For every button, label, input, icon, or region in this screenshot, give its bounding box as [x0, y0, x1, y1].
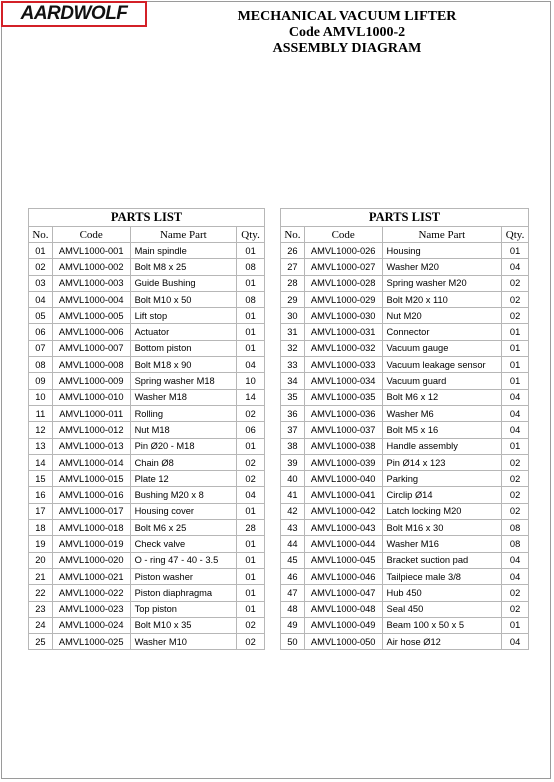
cell-name-part: Latch locking M20	[382, 503, 502, 519]
cell-qty: 01	[237, 503, 265, 519]
cell-name-part: Tailpiece male 3/8	[382, 568, 502, 584]
cell-no: 10	[29, 389, 53, 405]
cell-qty: 04	[502, 405, 529, 421]
table-row	[281, 503, 529, 519]
cell-qty: 01	[237, 585, 265, 601]
cell-name-part: Washer M18	[130, 389, 237, 405]
table-row	[29, 373, 265, 389]
cell-qty: 01	[237, 536, 265, 552]
cell-name-part: Bushing M20 x 8	[130, 487, 237, 503]
table-row	[281, 389, 529, 405]
table-row	[29, 634, 265, 650]
cell-name-part: Vacuum gauge	[382, 340, 502, 356]
cell-qty: 04	[502, 634, 529, 650]
cell-qty: 01	[237, 340, 265, 356]
document-subtitle: ASSEMBLY DIAGRAM	[272, 41, 422, 56]
cell-no: 28	[281, 275, 305, 291]
table-row	[281, 259, 529, 275]
cell-name-part: Bolt M8 x 25	[130, 259, 237, 275]
cell-code: AMVL1000-046	[304, 568, 382, 584]
document-title: MECHANICAL VACUUM LIFTER	[237, 9, 457, 24]
cell-name-part: Bolt M5 x 16	[382, 422, 502, 438]
cell-name-part: Bolt M18 x 90	[130, 357, 237, 373]
cell-code: AMVL1000-044	[304, 536, 382, 552]
cell-no: 05	[29, 308, 53, 324]
cell-code: AMVL1000-043	[304, 520, 382, 536]
cell-name-part: Parking	[382, 471, 502, 487]
cell-no: 14	[29, 454, 53, 470]
cell-no: 31	[281, 324, 305, 340]
cell-name-part: Bolt M6 x 25	[130, 520, 237, 536]
cell-code: AMVL1000-045	[304, 552, 382, 568]
cell-no: 27	[281, 259, 305, 275]
cell-code: AMVL1000-032	[304, 340, 382, 356]
table-row	[281, 340, 529, 356]
aardwolf-logo	[1, 1, 147, 27]
cell-code: AMVL1000-007	[52, 340, 130, 356]
cell-code: AMVL1000-018	[52, 520, 130, 536]
cell-code: AMVL1000-030	[304, 308, 382, 324]
table-row	[281, 373, 529, 389]
cell-code: AMVL1000-008	[52, 357, 130, 373]
cell-name-part: Washer M6	[382, 405, 502, 421]
cell-qty: 02	[502, 487, 529, 503]
cell-name-part: Bolt M10 x 35	[130, 617, 237, 633]
parts-list-title: PARTS LIST	[281, 209, 529, 227]
table-row	[281, 617, 529, 633]
cell-no: 48	[281, 601, 305, 617]
cell-name-part: Plate 12	[130, 471, 237, 487]
cell-qty: 04	[502, 422, 529, 438]
cell-no: 36	[281, 405, 305, 421]
cell-name-part: Air hose Ø12	[382, 634, 502, 650]
cell-qty: 01	[502, 357, 529, 373]
cell-code: AMVL1000-050	[304, 634, 382, 650]
cell-no: 42	[281, 503, 305, 519]
table-row	[281, 585, 529, 601]
cell-code: AMVL1000-041	[304, 487, 382, 503]
cell-code: AMVL1000-001	[52, 243, 130, 259]
cell-name-part: Bracket suction pad	[382, 552, 502, 568]
table-row	[281, 552, 529, 568]
cell-no: 04	[29, 291, 53, 307]
cell-qty: 02	[502, 471, 529, 487]
cell-name-part: Seal 450	[382, 601, 502, 617]
parts-list-table-right	[280, 208, 529, 650]
cell-no: 26	[281, 243, 305, 259]
cell-name-part: Circlip Ø14	[382, 487, 502, 503]
cell-code: AMVL1000-011	[52, 405, 130, 421]
cell-qty: 08	[237, 291, 265, 307]
cell-code: AMVL1000-028	[304, 275, 382, 291]
cell-name-part: Bolt M6 x 12	[382, 389, 502, 405]
cell-no: 24	[29, 617, 53, 633]
cell-name-part: O - ring 47 - 40 - 3.5	[130, 552, 237, 568]
table-row	[29, 520, 265, 536]
cell-no: 01	[29, 243, 53, 259]
table-row	[29, 291, 265, 307]
cell-no: 03	[29, 275, 53, 291]
table-row	[29, 357, 265, 373]
cell-qty: 04	[502, 389, 529, 405]
cell-name-part: Vacuum guard	[382, 373, 502, 389]
table-row	[29, 259, 265, 275]
cell-code: AMVL1000-029	[304, 291, 382, 307]
column-header-name-part: Name Part	[130, 227, 237, 243]
column-header-name-part: Name Part	[382, 227, 502, 243]
cell-no: 45	[281, 552, 305, 568]
table-row	[29, 324, 265, 340]
cell-qty: 02	[237, 617, 265, 633]
cell-code: AMVL1000-034	[304, 373, 382, 389]
cell-qty: 02	[502, 585, 529, 601]
cell-qty: 01	[502, 373, 529, 389]
cell-no: 02	[29, 259, 53, 275]
cell-name-part: Beam 100 x 50 x 5	[382, 617, 502, 633]
cell-qty: 01	[502, 324, 529, 340]
cell-name-part: Pin Ø20 - M18	[130, 438, 237, 454]
cell-qty: 01	[502, 438, 529, 454]
cell-no: 34	[281, 373, 305, 389]
cell-no: 43	[281, 520, 305, 536]
cell-code: AMVL1000-038	[304, 438, 382, 454]
cell-qty: 02	[237, 471, 265, 487]
cell-qty: 02	[237, 405, 265, 421]
cell-qty: 04	[502, 259, 529, 275]
cell-qty: 04	[502, 568, 529, 584]
cell-no: 29	[281, 291, 305, 307]
cell-qty: 01	[502, 340, 529, 356]
table-row	[281, 601, 529, 617]
cell-name-part: Spring washer M20	[382, 275, 502, 291]
cell-qty: 01	[502, 243, 529, 259]
table-row	[29, 275, 265, 291]
cell-qty: 02	[502, 275, 529, 291]
cell-code: AMVL1000-049	[304, 617, 382, 633]
cell-code: AMVL1000-020	[52, 552, 130, 568]
cell-code: AMVL1000-023	[52, 601, 130, 617]
cell-qty: 10	[237, 373, 265, 389]
table-row	[29, 552, 265, 568]
table-row	[29, 487, 265, 503]
table-row	[281, 308, 529, 324]
cell-name-part: Housing cover	[130, 503, 237, 519]
cell-no: 47	[281, 585, 305, 601]
cell-qty: 01	[237, 568, 265, 584]
cell-qty: 08	[237, 259, 265, 275]
parts-list-table-left	[28, 208, 265, 650]
cell-name-part: Spring washer M18	[130, 373, 237, 389]
cell-name-part: Nut M18	[130, 422, 237, 438]
table-row	[29, 405, 265, 421]
table-row	[281, 275, 529, 291]
cell-code: AMVL1000-040	[304, 471, 382, 487]
cell-name-part: Bolt M20 x 110	[382, 291, 502, 307]
cell-code: AMVL1000-024	[52, 617, 130, 633]
cell-qty: 04	[237, 487, 265, 503]
cell-qty: 02	[502, 454, 529, 470]
column-header-qty: Qty.	[502, 227, 529, 243]
cell-no: 19	[29, 536, 53, 552]
cell-name-part: Piston washer	[130, 568, 237, 584]
cell-no: 44	[281, 536, 305, 552]
table-row	[281, 634, 529, 650]
cell-name-part: Handle assembly	[382, 438, 502, 454]
cell-code: AMVL1000-012	[52, 422, 130, 438]
cell-code: AMVL1000-015	[52, 471, 130, 487]
cell-qty: 28	[237, 520, 265, 536]
cell-qty: 04	[237, 357, 265, 373]
cell-no: 41	[281, 487, 305, 503]
table-row	[29, 617, 265, 633]
column-header-no: No.	[29, 227, 53, 243]
cell-code: AMVL1000-026	[304, 243, 382, 259]
cell-name-part: Lift stop	[130, 308, 237, 324]
cell-qty: 06	[237, 422, 265, 438]
cell-name-part: Actuator	[130, 324, 237, 340]
table-row	[29, 601, 265, 617]
column-header-qty: Qty.	[237, 227, 265, 243]
cell-no: 20	[29, 552, 53, 568]
cell-code: AMVL1000-025	[52, 634, 130, 650]
cell-name-part: Bottom piston	[130, 340, 237, 356]
cell-code: AMVL1000-004	[52, 291, 130, 307]
cell-no: 15	[29, 471, 53, 487]
cell-code: AMVL1000-033	[304, 357, 382, 373]
cell-qty: 02	[502, 308, 529, 324]
cell-name-part: Connector	[382, 324, 502, 340]
cell-no: 11	[29, 405, 53, 421]
cell-code: AMVL1000-036	[304, 405, 382, 421]
table-row	[29, 503, 265, 519]
cell-name-part: Piston diaphragma	[130, 585, 237, 601]
cell-no: 49	[281, 617, 305, 633]
cell-no: 22	[29, 585, 53, 601]
cell-qty: 02	[502, 291, 529, 307]
table-row	[29, 340, 265, 356]
cell-no: 39	[281, 454, 305, 470]
table-row	[29, 471, 265, 487]
cell-qty: 02	[502, 503, 529, 519]
cell-name-part: Nut M20	[382, 308, 502, 324]
table-row	[281, 357, 529, 373]
parts-list-title: PARTS LIST	[29, 209, 265, 227]
cell-code: AMVL1000-021	[52, 568, 130, 584]
cell-name-part: Housing	[382, 243, 502, 259]
table-row	[29, 389, 265, 405]
cell-code: AMVL1000-042	[304, 503, 382, 519]
cell-code: AMVL1000-027	[304, 259, 382, 275]
table-row	[281, 243, 529, 259]
table-row	[29, 308, 265, 324]
cell-name-part: Washer M20	[382, 259, 502, 275]
cell-no: 32	[281, 340, 305, 356]
cell-qty: 01	[237, 275, 265, 291]
table-row	[281, 291, 529, 307]
table-row	[281, 405, 529, 421]
cell-no: 50	[281, 634, 305, 650]
product-code: Code AMVL1000-2	[288, 25, 406, 40]
table-row	[29, 454, 265, 470]
table-row	[29, 438, 265, 454]
cell-no: 21	[29, 568, 53, 584]
cell-no: 46	[281, 568, 305, 584]
cell-no: 25	[29, 634, 53, 650]
cell-no: 33	[281, 357, 305, 373]
cell-qty: 02	[237, 454, 265, 470]
cell-name-part: Chain Ø8	[130, 454, 237, 470]
cell-qty: 14	[237, 389, 265, 405]
cell-code: AMVL1000-013	[52, 438, 130, 454]
cell-qty: 01	[237, 438, 265, 454]
cell-name-part: Hub 450	[382, 585, 502, 601]
table-row	[281, 520, 529, 536]
cell-code: AMVL1000-035	[304, 389, 382, 405]
table-row	[29, 536, 265, 552]
cell-name-part: Pin Ø14 x 123	[382, 454, 502, 470]
cell-code: AMVL1000-017	[52, 503, 130, 519]
cell-code: AMVL1000-010	[52, 389, 130, 405]
cell-no: 37	[281, 422, 305, 438]
cell-code: AMVL1000-019	[52, 536, 130, 552]
cell-qty: 08	[502, 520, 529, 536]
table-row	[29, 243, 265, 259]
cell-name-part: Bolt M10 x 50	[130, 291, 237, 307]
table-row	[281, 471, 529, 487]
cell-code: AMVL1000-014	[52, 454, 130, 470]
cell-no: 09	[29, 373, 53, 389]
cell-qty: 08	[502, 536, 529, 552]
cell-qty: 01	[237, 324, 265, 340]
cell-no: 35	[281, 389, 305, 405]
cell-no: 08	[29, 357, 53, 373]
cell-name-part: Top piston	[130, 601, 237, 617]
cell-no: 12	[29, 422, 53, 438]
table-row	[29, 422, 265, 438]
cell-code: AMVL1000-037	[304, 422, 382, 438]
cell-code: AMVL1000-031	[304, 324, 382, 340]
cell-code: AMVL1000-048	[304, 601, 382, 617]
cell-name-part: Bolt M16 x 30	[382, 520, 502, 536]
cell-no: 38	[281, 438, 305, 454]
logo-text: AARDWOLF	[20, 3, 128, 24]
cell-name-part: Rolling	[130, 405, 237, 421]
cell-code: AMVL1000-003	[52, 275, 130, 291]
cell-code: AMVL1000-047	[304, 585, 382, 601]
cell-no: 18	[29, 520, 53, 536]
column-header-code: Code	[304, 227, 382, 243]
column-header-code: Code	[52, 227, 130, 243]
cell-qty: 04	[502, 552, 529, 568]
cell-code: AMVL1000-006	[52, 324, 130, 340]
cell-no: 13	[29, 438, 53, 454]
cell-no: 06	[29, 324, 53, 340]
cell-code: AMVL1000-016	[52, 487, 130, 503]
cell-qty: 01	[237, 552, 265, 568]
table-row	[281, 422, 529, 438]
cell-name-part: Main spindle	[130, 243, 237, 259]
cell-qty: 01	[502, 617, 529, 633]
column-header-no: No.	[281, 227, 305, 243]
cell-name-part: Washer M10	[130, 634, 237, 650]
table-row	[29, 585, 265, 601]
table-row	[281, 324, 529, 340]
table-row	[281, 536, 529, 552]
cell-no: 30	[281, 308, 305, 324]
cell-code: AMVL1000-005	[52, 308, 130, 324]
table-row	[281, 568, 529, 584]
cell-qty: 01	[237, 601, 265, 617]
cell-code: AMVL1000-039	[304, 454, 382, 470]
cell-no: 17	[29, 503, 53, 519]
cell-no: 40	[281, 471, 305, 487]
table-row	[281, 438, 529, 454]
cell-qty: 01	[237, 243, 265, 259]
cell-name-part: Vacuum leakage sensor	[382, 357, 502, 373]
cell-name-part: Check valve	[130, 536, 237, 552]
cell-name-part: Washer M16	[382, 536, 502, 552]
cell-code: AMVL1000-022	[52, 585, 130, 601]
table-row	[281, 454, 529, 470]
table-row	[281, 487, 529, 503]
cell-no: 16	[29, 487, 53, 503]
cell-qty: 01	[237, 308, 265, 324]
cell-code: AMVL1000-002	[52, 259, 130, 275]
cell-no: 23	[29, 601, 53, 617]
cell-no: 07	[29, 340, 53, 356]
cell-name-part: Guide Bushing	[130, 275, 237, 291]
table-row	[29, 568, 265, 584]
cell-code: AMVL1000-009	[52, 373, 130, 389]
cell-qty: 02	[502, 601, 529, 617]
cell-qty: 02	[237, 634, 265, 650]
